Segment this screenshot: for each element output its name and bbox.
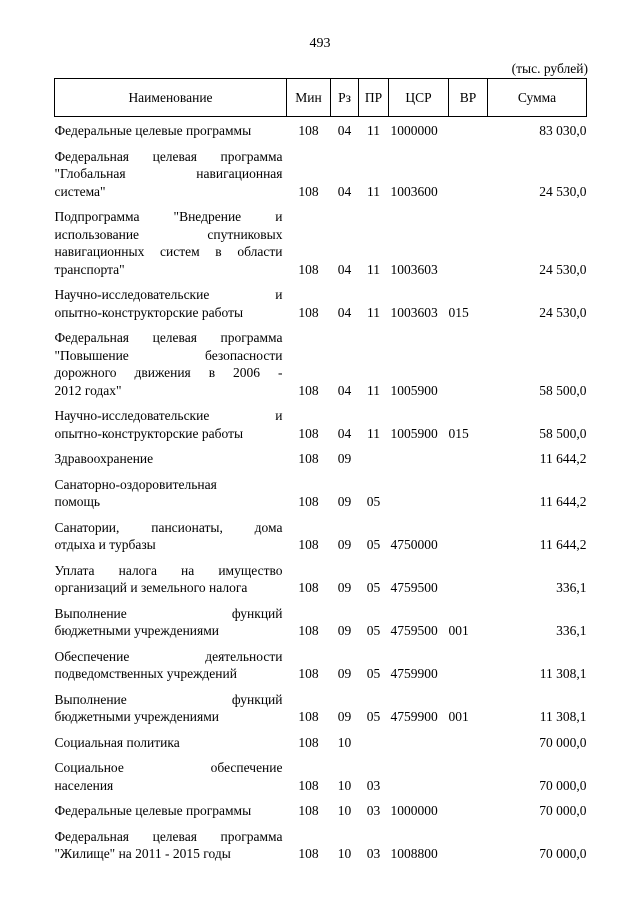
cell-vr [449,729,488,755]
cell-csr: 4759900 [390,709,438,724]
cell-min: 108 [298,580,319,595]
cell-csr [389,471,449,514]
cell-pr: 05 [366,709,381,724]
cell-rz: 09 [337,666,352,681]
cell-csr [389,754,449,797]
table-header-row [55,79,587,117]
cell-vr [449,324,488,402]
cell-min: 108 [298,803,319,818]
units-label: (тыс. рублей) [511,61,588,76]
cell-rz: 09 [337,709,352,724]
table-row [55,471,587,514]
table-row [55,643,587,686]
cell-sum: 11 644,2 [539,537,587,552]
cell-pr: 11 [367,261,380,277]
cell-csr: 1000000 [390,803,438,818]
cell-pr: 05 [366,666,381,681]
name-line: Научно-исследовательские и [54,408,283,423]
cell-sum: 58 500,0 [539,382,587,398]
header-name: Наименование [55,79,287,117]
cell-vr [449,797,488,823]
name-line: Научно-исследовательские и [54,287,283,302]
name-line: навигационных систем в области [54,244,283,259]
cell-sum: 70 000,0 [539,734,587,750]
table-row [55,557,587,600]
cell-sum: 11 644,2 [539,494,587,509]
cell-rz: 10 [337,777,352,793]
name-line: организаций и земельного налога [54,580,248,595]
name-line: бюджетными учреждениями [54,623,220,638]
name-line: отдыха и турбазы [54,537,156,552]
cell-min: 108 [298,666,319,681]
cell-rz: 10 [337,803,352,818]
cell-sum: 83 030,0 [539,123,587,138]
name-line: система" [54,183,106,199]
cell-pr: 11 [367,425,380,441]
cell-sum: 24 530,0 [539,304,587,320]
cell-name [55,281,287,324]
table-row [55,514,587,557]
table-row [55,203,587,281]
cell-rz: 10 [337,734,352,750]
cell-csr: 1005900 [390,425,438,441]
name-line: Федеральные целевые программы [54,803,252,818]
cell-name [55,514,287,557]
name-line: "Глобальная навигационная [54,166,283,181]
page-number: 493 [309,36,331,51]
name-line: Федеральные целевые программы [54,123,252,138]
cell-min: 108 [298,734,319,750]
cell-name [55,117,287,143]
header-min: Мин [287,79,331,117]
name-line: использование спутниковых [54,226,283,242]
table-row [55,324,587,402]
cell-sum: 336,1 [556,580,587,595]
cell-pr [359,445,389,471]
cell-vr [449,471,488,514]
cell-csr [389,729,449,755]
cell-csr: 4759900 [390,666,438,681]
name-line: Федеральная целевая программа [54,330,283,345]
cell-name [55,143,287,204]
cell-name [55,754,287,797]
cell-min: 108 [298,846,319,861]
name-line: Выполнение функций [54,691,283,707]
cell-pr: 11 [367,183,380,199]
cell-pr: 05 [366,537,381,552]
cell-min: 108 [298,382,319,398]
cell-rz: 09 [337,494,352,509]
name-line: Обеспечение деятельности [54,648,283,664]
header-rz: Рз [331,79,359,117]
cell-sum: 70 000,0 [539,846,587,861]
cell-pr: 11 [367,382,380,398]
cell-vr [449,203,488,281]
cell-name [55,203,287,281]
table-row [55,143,587,204]
table-row [55,823,587,866]
header-csr: ЦСР [389,79,449,117]
cell-csr: 4759500 [390,580,438,595]
table-row [55,402,587,445]
cell-csr: 1003600 [390,183,438,199]
table-row [55,686,587,729]
name-line: Здравоохранение [54,451,154,466]
header-vr: ВР [449,79,488,117]
cell-rz: 04 [337,123,352,138]
cell-vr: 015 [448,425,469,441]
cell-pr: 03 [366,846,381,861]
cell-rz: 09 [337,623,352,638]
cell-csr: 1003603 [390,261,438,277]
table-row [55,281,587,324]
name-line: Выполнение функций [54,605,283,621]
cell-rz: 04 [337,261,352,277]
cell-vr [449,823,488,866]
cell-sum: 70 000,0 [539,803,587,818]
cell-vr: 015 [448,304,469,320]
table-row [55,445,587,471]
name-line: "Повышение безопасности [54,347,283,363]
cell-pr: 11 [367,304,380,320]
cell-vr: 001 [448,709,469,724]
cell-vr [449,643,488,686]
name-line: "Жилище" на 2011 - 2015 годы [54,846,231,861]
table-row [55,729,587,755]
cell-min: 108 [298,777,319,793]
name-line: 2012 годах" [54,382,122,398]
cell-name [55,600,287,643]
cell-min: 108 [298,709,319,724]
cell-rz: 09 [337,537,352,552]
name-line: Социальная политика [54,734,180,750]
cell-name [55,402,287,445]
name-line: населения [54,777,114,793]
cell-name [55,823,287,866]
cell-csr: 1008800 [390,846,438,861]
cell-sum: 70 000,0 [539,777,587,793]
name-line: опытно-конструкторские работы [54,304,244,320]
cell-pr: 03 [366,803,381,818]
cell-pr: 05 [366,494,381,509]
header-sum: Сумма [488,79,587,117]
cell-min: 108 [298,494,319,509]
table-row [55,754,587,797]
cell-sum: 11 308,1 [539,666,587,681]
name-line: бюджетными учреждениями [54,709,220,724]
name-line: опытно-конструкторские работы [54,425,244,441]
cell-sum: 24 530,0 [539,183,587,199]
name-line: транспорта" [54,261,125,277]
name-line: подведомственных учреждений [54,666,237,681]
budget-table [54,78,587,866]
cell-min: 108 [298,623,319,638]
cell-name [55,445,287,471]
cell-vr [449,557,488,600]
cell-name [55,729,287,755]
name-line: дорожного движения в 2006 - [54,365,283,380]
cell-vr: 001 [448,623,469,638]
name-line: Санатории, пансионаты, дома [54,519,283,535]
cell-sum: 336,1 [556,623,587,638]
cell-min: 108 [298,183,319,199]
name-line: Социальное обеспечение [54,760,283,775]
cell-pr: 03 [366,777,381,793]
cell-csr: 4759500 [390,623,438,638]
cell-rz: 09 [337,451,352,466]
table-row [55,600,587,643]
table-row [55,117,587,143]
cell-min: 108 [298,451,319,466]
cell-sum: 58 500,0 [539,425,587,441]
cell-vr [449,514,488,557]
cell-min: 108 [298,261,319,277]
name-line: Подпрограмма "Внедрение и [54,209,283,224]
cell-pr: 05 [366,580,381,595]
cell-rz: 04 [337,382,352,398]
cell-name [55,471,287,514]
table-row [55,797,587,823]
cell-csr: 4750000 [390,537,438,552]
cell-name [55,797,287,823]
cell-name [55,686,287,729]
cell-name [55,557,287,600]
cell-pr: 05 [366,623,381,638]
header-pr: ПР [359,79,389,117]
name-line: Санаторно-оздоровительная [54,476,217,492]
cell-min: 108 [298,304,319,320]
cell-vr [449,445,488,471]
cell-rz: 04 [337,183,352,199]
cell-min: 108 [298,537,319,552]
cell-csr: 1000000 [390,123,438,138]
cell-rz: 09 [337,580,352,595]
cell-rz: 04 [337,304,352,320]
cell-sum: 24 530,0 [539,261,587,277]
name-line: Федеральная целевая программа [54,148,283,164]
cell-min: 108 [298,425,319,441]
cell-rz: 04 [337,425,352,441]
name-line: помощь [54,494,101,509]
cell-name [55,324,287,402]
cell-csr [389,445,449,471]
cell-rz: 10 [337,846,352,861]
cell-min: 108 [298,123,319,138]
cell-pr [359,729,389,755]
cell-vr [449,754,488,797]
cell-vr [449,143,488,204]
cell-sum: 11 308,1 [539,709,587,724]
name-line: Уплата налога на имущество [54,562,283,578]
cell-pr: 11 [367,123,380,138]
name-line: Федеральная целевая программа [54,828,283,844]
cell-name [55,643,287,686]
cell-vr [449,117,488,143]
cell-csr: 1003603 [390,304,438,320]
cell-sum: 11 644,2 [539,451,587,466]
cell-csr: 1005900 [390,382,438,398]
